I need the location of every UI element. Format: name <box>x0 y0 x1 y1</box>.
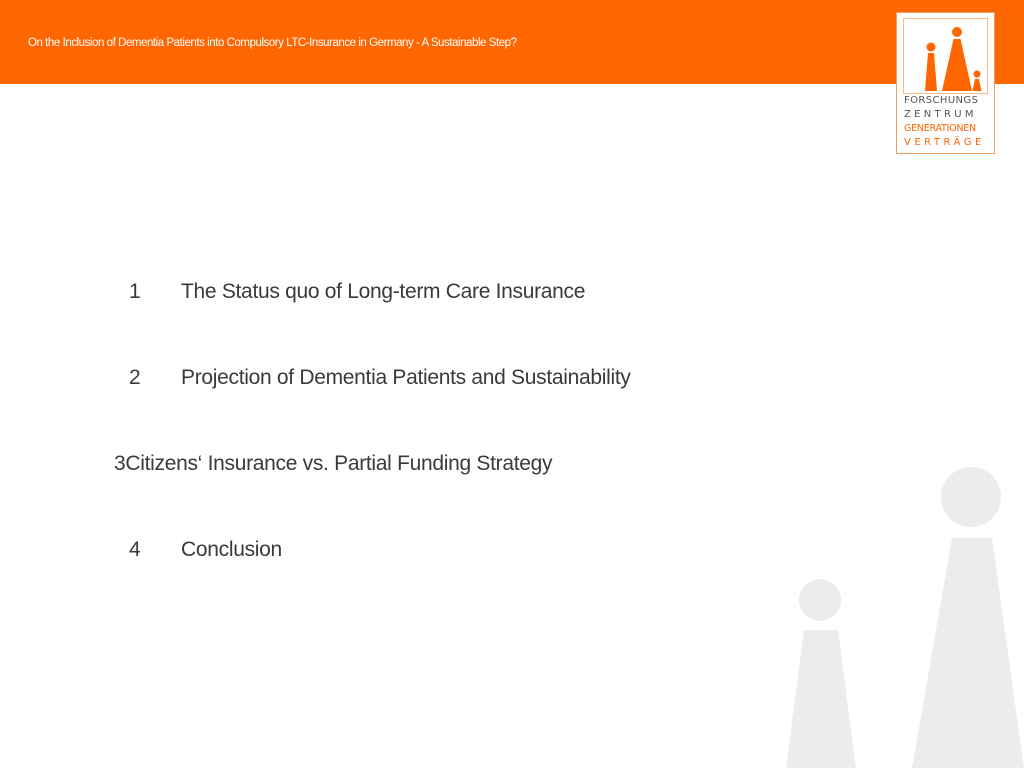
institute-logo <box>896 12 995 154</box>
agenda-item-number: 1 <box>129 280 141 303</box>
agenda-item-4 <box>129 538 282 568</box>
header-band <box>0 0 1024 84</box>
logo-text-forschungs: FORSCHUNGS <box>904 95 979 106</box>
logo-text-vertraege: VERTRÄGE <box>904 137 985 148</box>
agenda-item-3 <box>114 452 552 482</box>
agenda-item-number: 3 <box>114 452 126 475</box>
agenda-item-number: 4 <box>129 538 141 561</box>
logo-figures-frame <box>903 18 988 94</box>
watermark-figures-icon <box>760 460 1024 768</box>
agenda-item-label: Citizens‘ Insurance vs. Partial Funding Strategy <box>125 452 553 475</box>
slide-header-title: On the Inclusion of Dementia Patients into Compulsory LTC-Insurance in Germany - A Sustainable Step? <box>28 37 517 49</box>
agenda-item-2 <box>129 366 631 396</box>
agenda-item-label: Projection of Dementia Patients and Sustainability <box>181 366 631 389</box>
people-figures-icon <box>904 19 989 95</box>
agenda-item-label: Conclusion <box>181 538 282 561</box>
agenda-item-label: The Status quo of Long-term Care Insurance <box>181 280 586 303</box>
agenda-item-number: 2 <box>129 366 141 389</box>
logo-text-generationen: GENERATIONEN <box>904 123 976 134</box>
logo-text-zentrum: ZENTRUM <box>904 109 977 120</box>
agenda-item-1 <box>129 280 585 310</box>
